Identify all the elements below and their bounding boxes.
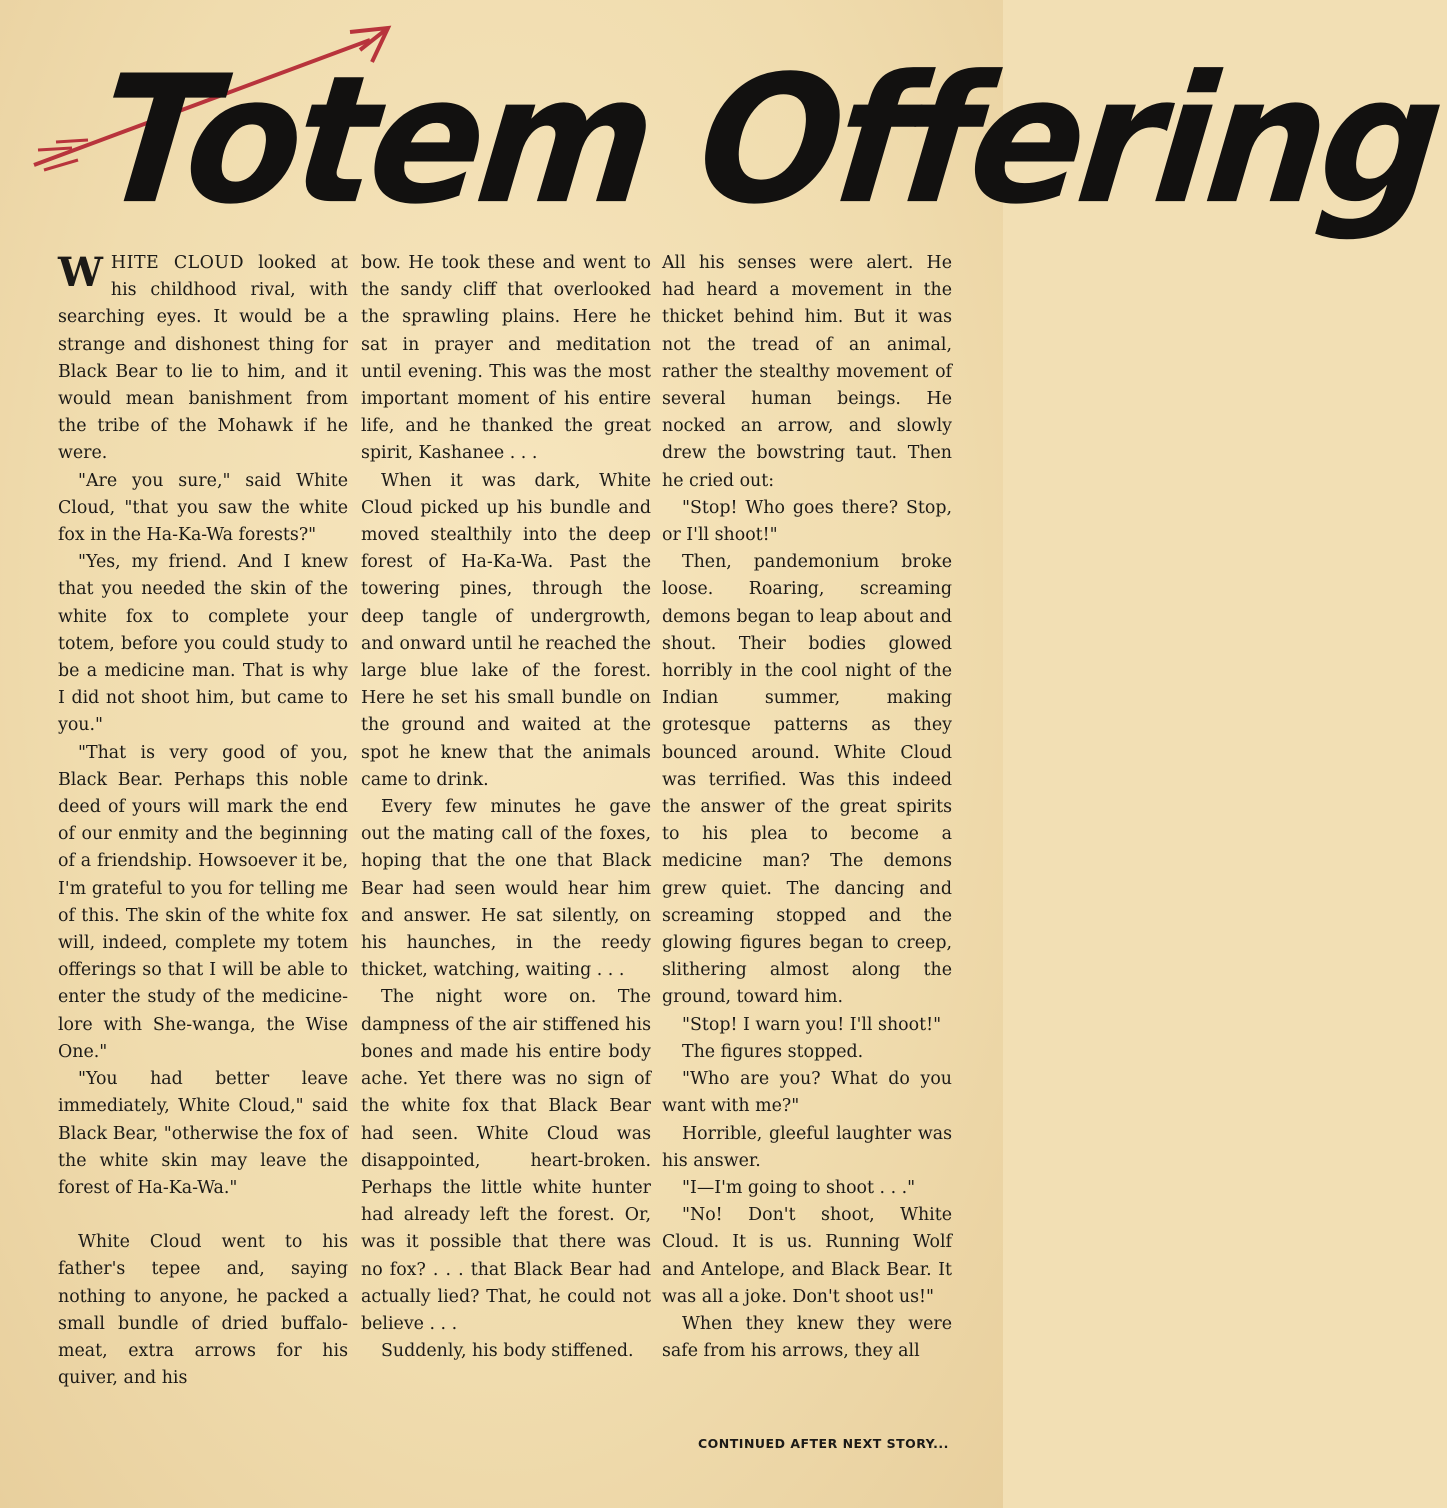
paragraph: "Yes, my friend. And I knew that you needed the skin of the white fox to complete your totem, before you could study to be a medicine man. That is why I did not shoot him, but came to you." [58, 552, 348, 736]
paragraph: "Are you sure," said White Cloud, "that you saw the white fox in the Ha-Ka-Wa forests?" [58, 470, 348, 546]
lead-in-caps: HITE CLOUD [110, 253, 245, 273]
text-column-2 [361, 250, 651, 1365]
paragraph: The figures stopped. [682, 1041, 864, 1062]
paragraph [58, 250, 348, 468]
page-title: Totem Offering [89, 37, 1447, 244]
paragraph: Suddenly, his body stiffened. [381, 1341, 634, 1362]
title-banner [20, 10, 1447, 244]
paragraph: White Cloud went to his father's tepee and, saying nothing to anyone, he packed a small bundle of dried buffalo-meat, extra arrows for his quiver, and his [58, 1232, 348, 1389]
paragraph: bow. He took these and went to the sandy cliff that overlooked the sprawling plains. Here he sat in prayer and meditation until evening. This was the most important moment of his entire life, and he thanked the great spirit, Kashanee . . . [361, 253, 651, 464]
paragraph: When they knew they were safe from his arrows, they all [662, 1313, 952, 1362]
paragraph: All his senses were alert. He had heard a movement in the thicket behind him. But it was not the tread of an animal, rather the stealthy movement of several human beings. He nocked an arrow, and slowly drew the bowstring taut. Then he cried out: [662, 253, 952, 491]
paragraph: "You had better leave immediately, White Cloud," said Black Bear, "otherwise the fox of the white skin may leave the forest of Ha-Ka-Wa." [58, 1069, 348, 1198]
paragraph: "That is very good of you, Black Bear. Perhaps this noble deed of yours will mark the end of our enmity and the beginning of a friendship. Howsoever it be, I'm grateful to you for telling me of this. The skin of the white fox will, indeed, complete my totem offerings so that I will be able to enter the study of the medicine-lore with She-wanga, the Wise One." [58, 742, 348, 1062]
paragraph: Horrible, gleeful laughter was his answer. [662, 1123, 952, 1171]
paragraph: "Stop! Who goes there? Stop, or I'll shoot!" [662, 497, 952, 546]
paragraph: "I—I'm going to shoot . . ." [682, 1177, 916, 1198]
paragraph: The night wore on. The dampness of the air stiffened his bones and made his entire body ache. Yet there was no sign of the white fox that Black Bear had seen. White Cloud was disappointed, heart-broken. Perhaps the little white hunter had already left the forest. Or, was it possible that there was no fox? . . . that Black Bear had actually lied? That, he could not believe . . . [361, 987, 651, 1334]
paragraph: "Stop! I warn you! I'll shoot!" [682, 1014, 942, 1035]
continued-note: CONTINUED AFTER NEXT STORY... [698, 1436, 949, 1451]
paragraph: Every few minutes he gave out the mating call of the foxes, hoping that the one that Black Bear had seen would hear him and answer. He sat silently, on his haunches, in the reedy thicket, watching, waiting . . . [361, 797, 651, 981]
article-body [58, 249, 958, 1389]
drop-cap: W [58, 249, 103, 296]
paragraph: Then, pandemonium broke loose. Roaring, screaming demons began to leap about and shout. Their bodies glowed horribly in the cool night of the Indian summer, making grotesque patterns as they bounced around. White Cloud was terrified. Was this indeed the answer of the great spirits to his plea to become a medicine man? The demons grew quiet. The dancing and screaming stopped and the glowing figures began to creep, slithering almost along the ground, toward him. [662, 552, 952, 1008]
paragraph-text: looked at his childhood rival, with searching eyes. It would be a strange and dishonest thing for Black Bear to lie to him, and it would mean banishment from the tribe of the Mohawk if he were. [58, 253, 348, 464]
text-column-3 [662, 250, 952, 1365]
paragraph: When it was dark, White Cloud picked up his bundle and moved stealthily into the deep forest of Ha-Ka-Wa. Past the towering pines, through the deep tangle of undergrowth, and onward until he reached the large blue lake of the forest. Here he set his small bundle on the ground and waited at the spot he knew that the animals came to drink. [361, 470, 651, 790]
text-column-1 [58, 250, 348, 1392]
paragraph: "Who are you? What do you want with me?" [662, 1069, 952, 1117]
paragraph: "No! Don't shoot, White Cloud. It is us. Running Wolf and Antelope, and Black Bear. It was all a joke. Don't shoot us!" [662, 1205, 952, 1307]
